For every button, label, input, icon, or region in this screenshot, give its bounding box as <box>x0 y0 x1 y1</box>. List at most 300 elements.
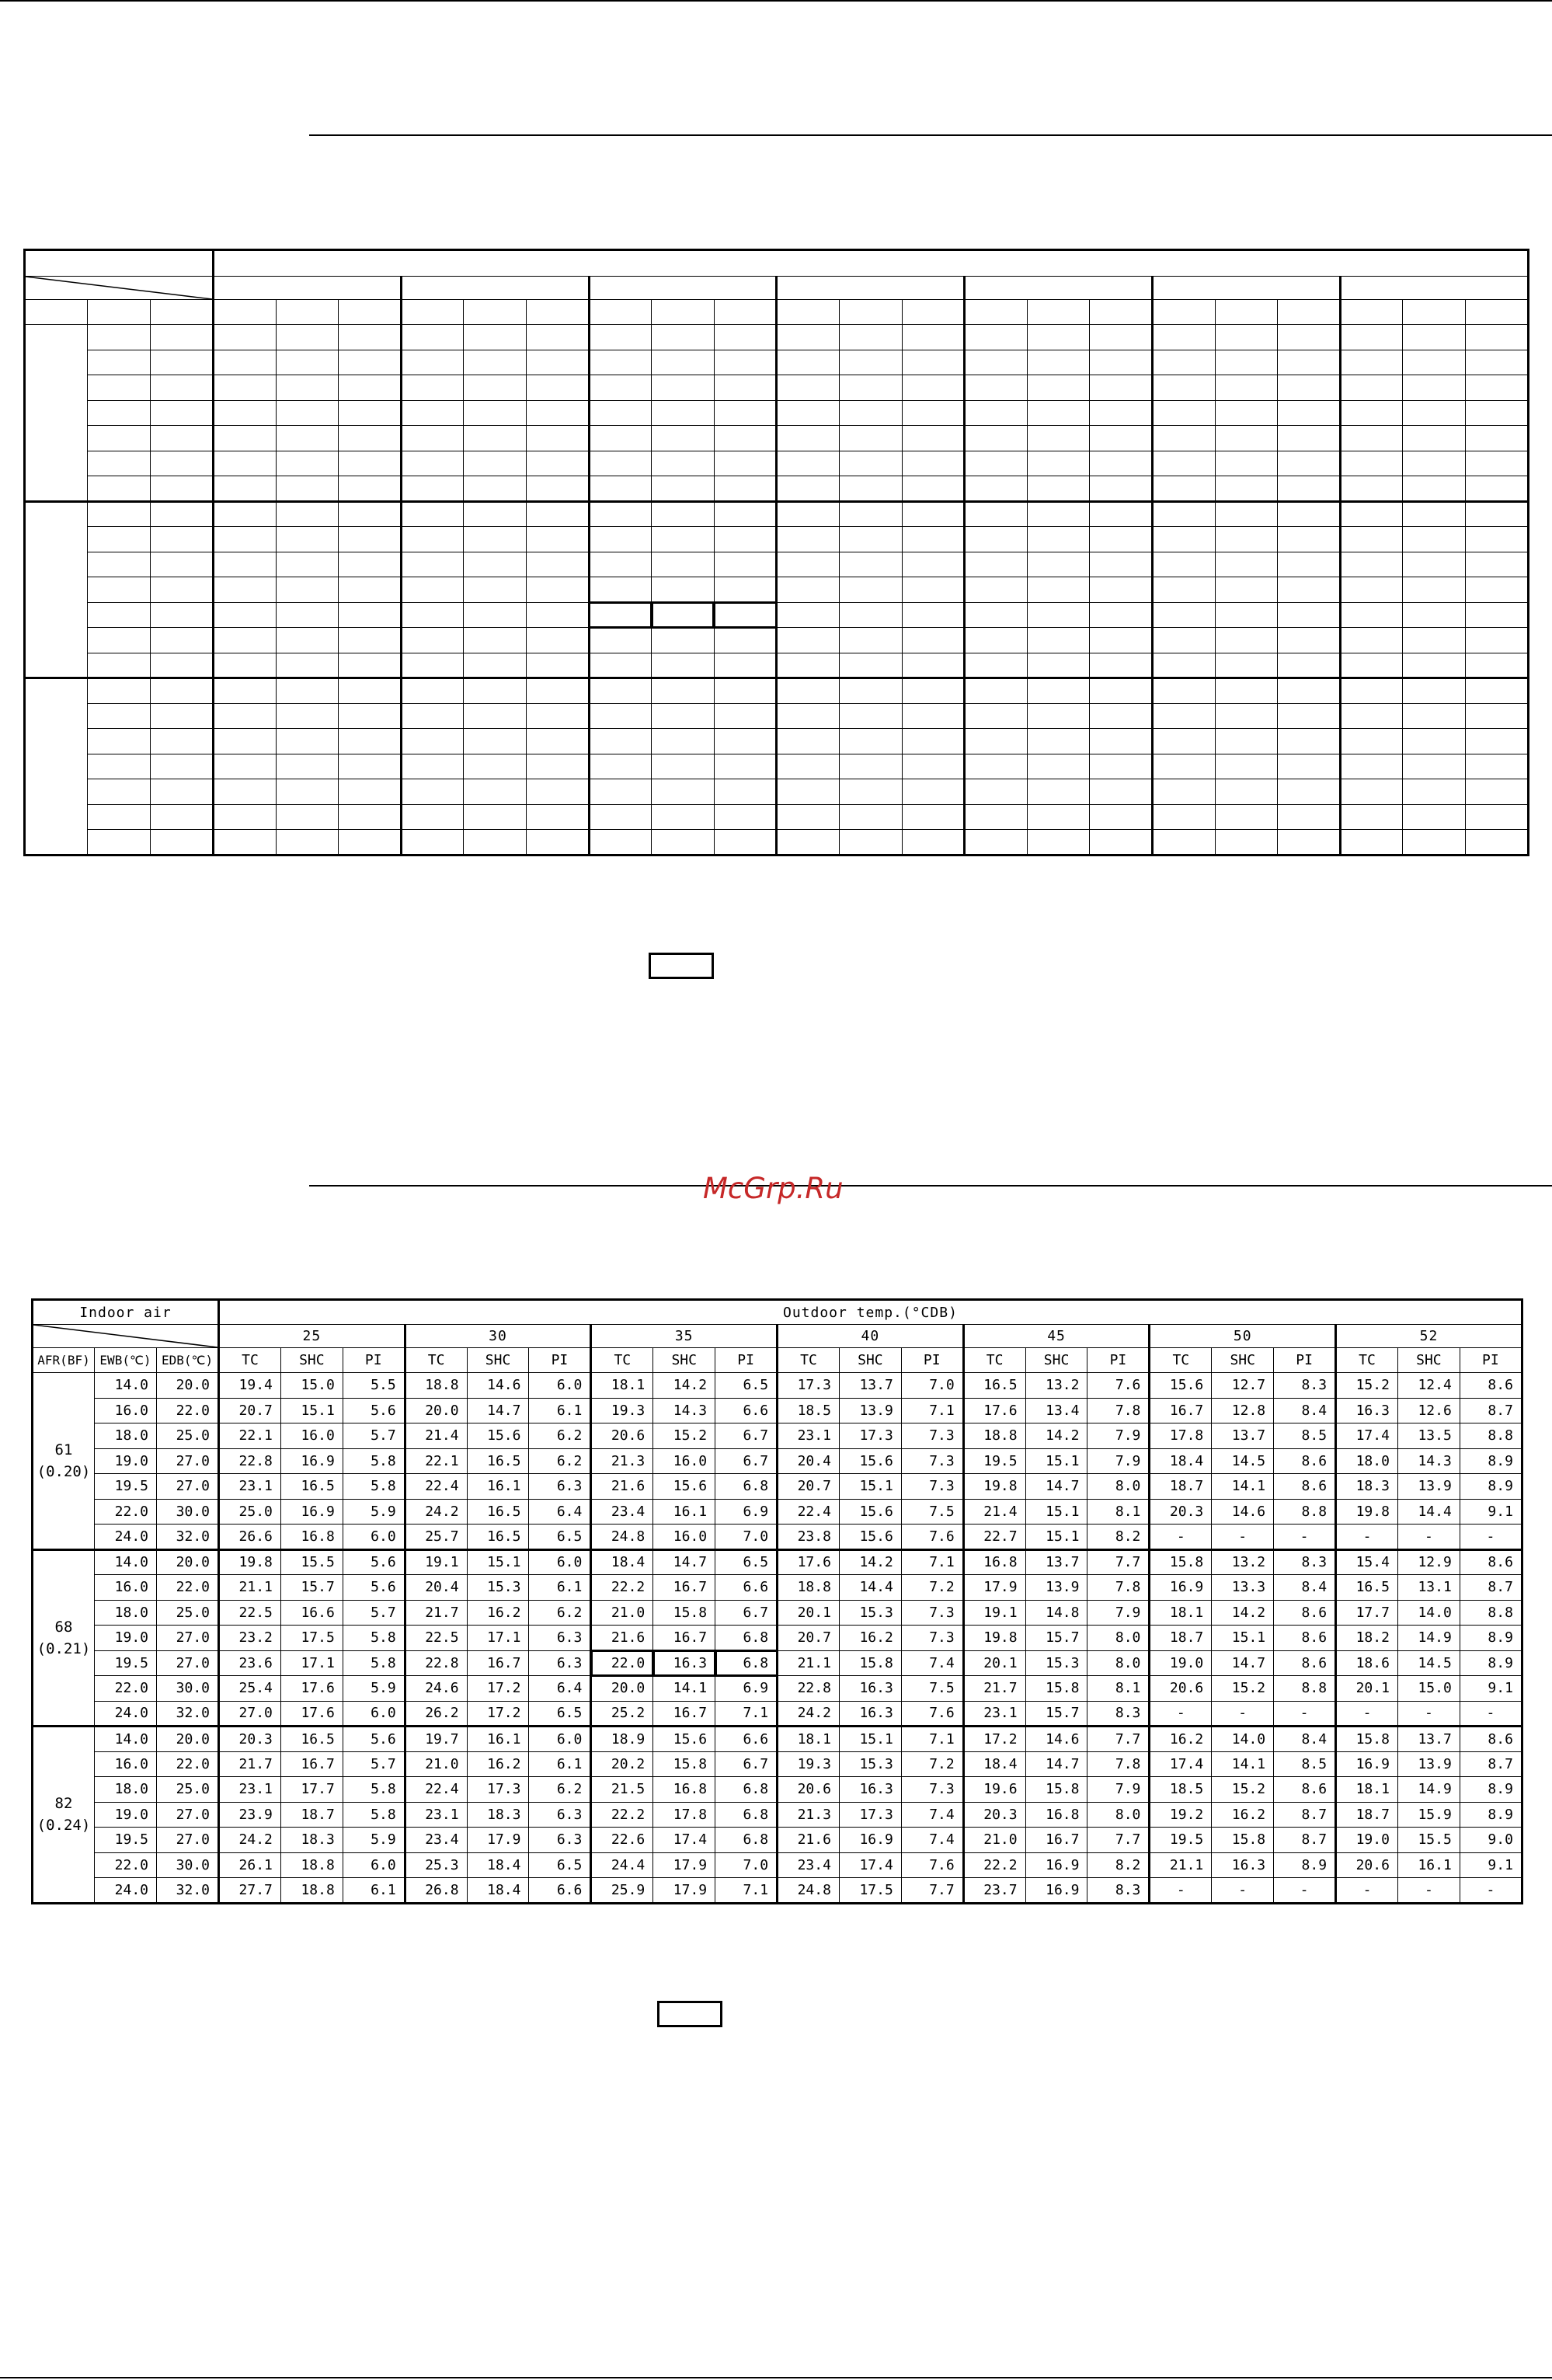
sub-header-tc: TC <box>219 1348 281 1373</box>
tc-cell: 18.1 <box>778 1727 840 1752</box>
blank-cell <box>1340 729 1403 754</box>
shc-cell: 12.7 <box>1212 1373 1274 1399</box>
blank-cell <box>1027 779 1090 805</box>
blank-cell <box>965 602 1028 628</box>
blank-cell <box>1215 400 1278 426</box>
blank-cell <box>902 703 965 729</box>
blank-cell <box>1090 678 1153 704</box>
blank-cell <box>777 527 840 552</box>
temp-header-40: 40 <box>778 1325 964 1348</box>
blank-cell <box>1215 577 1278 603</box>
blank-cell <box>652 678 715 704</box>
shc-cell: 15.8 <box>1025 1777 1087 1803</box>
blank-cell <box>1027 804 1090 830</box>
tc-cell: 21.6 <box>778 1828 840 1853</box>
blank-cell <box>839 426 902 451</box>
pi-cell: 8.0 <box>1087 1474 1150 1500</box>
pi-cell: 6.6 <box>529 1878 591 1904</box>
edb-cell: 22.0 <box>157 1398 219 1423</box>
pi-cell: 7.9 <box>1087 1448 1150 1474</box>
shc-cell: - <box>1212 1525 1274 1550</box>
edb-header: EDB(℃) <box>157 1348 219 1373</box>
blank-cell <box>88 804 151 830</box>
blank-cell <box>1215 678 1278 704</box>
blank-cell <box>276 830 339 855</box>
blank-cell <box>839 527 902 552</box>
blank-cell <box>1152 678 1215 704</box>
blank-cell <box>526 476 589 502</box>
blank-cell <box>88 830 151 855</box>
ewb-cell: 16.0 <box>95 1398 157 1423</box>
shc-cell: 15.6 <box>653 1727 715 1752</box>
blank-cell <box>88 577 151 603</box>
blank-cell <box>526 451 589 476</box>
blank-cell <box>1027 830 1090 855</box>
blank-cell <box>1403 527 1466 552</box>
blank-cell <box>965 527 1028 552</box>
pi-cell: 8.9 <box>1460 1474 1522 1500</box>
blank-cell <box>1090 451 1153 476</box>
blank-cell <box>88 400 151 426</box>
note-box-2 <box>657 2001 722 2027</box>
tc-cell: 20.7 <box>219 1398 281 1423</box>
blank-cell <box>839 628 902 653</box>
table-row <box>33 1499 1522 1525</box>
shc-cell: 14.6 <box>467 1373 529 1399</box>
blank-cell <box>1403 476 1466 502</box>
blank-cell <box>401 830 464 855</box>
shc-cell: 12.9 <box>1397 1549 1460 1575</box>
tc-cell: 24.2 <box>778 1701 840 1727</box>
blank-cell <box>1340 830 1403 855</box>
blank-sub-cell <box>589 300 652 325</box>
blank-cell <box>1278 426 1341 451</box>
blank-cell <box>1403 779 1466 805</box>
shc-cell: 14.5 <box>1397 1650 1460 1676</box>
blank-cell <box>1090 375 1153 401</box>
sub-header-pi: PI <box>1460 1348 1522 1373</box>
tc-cell: 20.7 <box>778 1474 840 1500</box>
tc-cell: 22.5 <box>219 1600 281 1626</box>
shc-cell: 16.2 <box>1212 1802 1274 1828</box>
shc-cell: 15.1 <box>1025 1525 1087 1550</box>
blank-cell <box>151 602 214 628</box>
blank-table-row <box>25 754 1529 779</box>
pi-cell: 8.3 <box>1087 1701 1150 1727</box>
table-row <box>33 1828 1522 1853</box>
blank-cell <box>1215 628 1278 653</box>
blank-cell <box>1215 804 1278 830</box>
shc-cell: 16.9 <box>280 1499 343 1525</box>
blank-cell <box>589 754 652 779</box>
temp-header-50: 50 <box>1150 1325 1336 1348</box>
tc-cell: 18.7 <box>1150 1626 1212 1651</box>
tc-cell: 20.2 <box>591 1751 653 1777</box>
pi-cell: 8.6 <box>1274 1777 1336 1803</box>
ewb-cell: 14.0 <box>95 1727 157 1752</box>
blank-cell <box>965 476 1028 502</box>
blank-cell <box>1278 325 1341 350</box>
blank-temp-cell <box>214 277 402 300</box>
tc-cell: 24.2 <box>405 1499 467 1525</box>
blank-cell <box>214 678 277 704</box>
tc-cell: 23.4 <box>405 1828 467 1853</box>
shc-cell: 16.9 <box>839 1828 901 1853</box>
pi-cell: 6.0 <box>343 1701 405 1727</box>
blank-cell <box>777 577 840 603</box>
blank-cell <box>464 628 527 653</box>
shc-cell: 16.2 <box>467 1600 529 1626</box>
blank-cell <box>839 350 902 375</box>
tc-cell: 17.8 <box>1150 1423 1212 1449</box>
blank-sub-cell <box>1215 300 1278 325</box>
afr-value: 82 <box>54 1795 73 1813</box>
blank-cell <box>401 602 464 628</box>
blank-cell <box>464 729 527 754</box>
blank-table-row <box>25 527 1529 552</box>
table-row <box>33 1878 1522 1904</box>
tc-cell: - <box>1150 1525 1212 1550</box>
blank-table-row <box>25 678 1529 704</box>
shc-cell: 12.8 <box>1212 1398 1274 1423</box>
blank-cell <box>1278 653 1341 678</box>
blank-cell <box>214 325 277 350</box>
blank-cell <box>965 628 1028 653</box>
pi-cell: 7.1 <box>901 1727 963 1752</box>
blank-cell <box>1215 375 1278 401</box>
shc-cell: 14.1 <box>1212 1751 1274 1777</box>
shc-cell: 14.8 <box>1025 1600 1087 1626</box>
pi-cell: 7.6 <box>901 1525 963 1550</box>
tc-cell: 21.1 <box>778 1650 840 1676</box>
blank-cell <box>276 375 339 401</box>
shc-cell: 16.8 <box>653 1777 715 1803</box>
blank-cell <box>902 754 965 779</box>
tc-cell: 25.0 <box>219 1499 281 1525</box>
shc-cell: 12.6 <box>1397 1398 1460 1423</box>
tc-cell: 22.1 <box>405 1448 467 1474</box>
blank-cell <box>714 678 777 704</box>
pi-cell: 5.7 <box>343 1751 405 1777</box>
tc-cell: 22.4 <box>405 1777 467 1803</box>
blank-cell <box>1465 628 1528 653</box>
blank-cell <box>1090 400 1153 426</box>
blank-cell <box>339 451 402 476</box>
shc-cell: 18.4 <box>467 1852 529 1878</box>
blank-cell <box>526 325 589 350</box>
blank-cell <box>714 501 777 527</box>
pi-cell: 5.8 <box>343 1777 405 1803</box>
shc-cell: 17.9 <box>653 1878 715 1904</box>
blank-cell <box>401 451 464 476</box>
blank-cell <box>1465 400 1528 426</box>
pi-cell: 8.2 <box>1087 1852 1150 1878</box>
ewb-cell: 19.0 <box>95 1626 157 1651</box>
shc-cell: 16.3 <box>839 1701 901 1727</box>
pi-cell: 7.8 <box>1087 1751 1150 1777</box>
blank-cell <box>1090 754 1153 779</box>
pi-cell: 8.9 <box>1460 1650 1522 1676</box>
tc-cell: 20.6 <box>591 1423 653 1449</box>
indoor-air-header: Indoor air <box>33 1300 219 1325</box>
tc-cell: 17.6 <box>963 1398 1025 1423</box>
blank-cell <box>965 678 1028 704</box>
shc-cell: 17.7 <box>280 1777 343 1803</box>
blank-cell <box>777 501 840 527</box>
blank-cell <box>1465 451 1528 476</box>
blank-cell <box>464 400 527 426</box>
shc-cell: 18.8 <box>280 1852 343 1878</box>
blank-temp-cell <box>589 277 777 300</box>
blank-cell <box>1152 804 1215 830</box>
shc-cell: 16.3 <box>839 1676 901 1702</box>
shc-cell: 13.3 <box>1212 1575 1274 1601</box>
shc-cell: 16.0 <box>653 1525 715 1550</box>
blank-cell <box>652 653 715 678</box>
blank-cell <box>339 653 402 678</box>
pi-cell: 6.6 <box>715 1575 778 1601</box>
tc-cell: 17.6 <box>778 1549 840 1575</box>
blank-cell <box>1278 678 1341 704</box>
blank-cell <box>965 804 1028 830</box>
tc-cell: 18.8 <box>778 1575 840 1601</box>
tc-cell: 18.4 <box>1150 1448 1212 1474</box>
shc-cell: 15.8 <box>839 1650 901 1676</box>
shc-cell: 13.9 <box>1397 1474 1460 1500</box>
shc-cell: 17.9 <box>467 1828 529 1853</box>
blank-sub-cell <box>1027 300 1090 325</box>
pi-cell: 6.8 <box>715 1474 778 1500</box>
blank-sub-cell <box>1090 300 1153 325</box>
blank-cell <box>1403 754 1466 779</box>
pi-cell: 8.5 <box>1274 1751 1336 1777</box>
pi-cell: 7.2 <box>901 1751 963 1777</box>
blank-cell <box>1340 325 1403 350</box>
blank-cell <box>902 830 965 855</box>
blank-cell <box>214 350 277 375</box>
blank-cell <box>652 527 715 552</box>
blank-cell <box>339 602 402 628</box>
tc-cell: 19.7 <box>405 1727 467 1752</box>
pi-cell: 8.6 <box>1274 1650 1336 1676</box>
pi-cell: 7.4 <box>901 1650 963 1676</box>
pi-cell: 8.7 <box>1460 1751 1522 1777</box>
blank-cell <box>1278 501 1341 527</box>
blank-cell <box>965 552 1028 577</box>
tc-cell: 16.3 <box>1336 1398 1398 1423</box>
blank-cell <box>777 729 840 754</box>
tc-cell: 19.0 <box>1336 1828 1398 1853</box>
blank-cell <box>965 350 1028 375</box>
pi-cell: 8.2 <box>1087 1525 1150 1550</box>
blank-cell <box>902 476 965 502</box>
tc-cell: 22.5 <box>405 1626 467 1651</box>
shc-cell: 15.1 <box>280 1398 343 1423</box>
edb-cell: 30.0 <box>157 1499 219 1525</box>
shc-cell: 15.3 <box>1025 1650 1087 1676</box>
tc-cell: 21.7 <box>219 1751 281 1777</box>
blank-cell <box>214 577 277 603</box>
blank-cell <box>276 804 339 830</box>
blank-cell <box>339 527 402 552</box>
blank-cell <box>464 451 527 476</box>
shc-cell: 14.7 <box>1025 1751 1087 1777</box>
blank-cell <box>276 426 339 451</box>
tc-cell: 18.4 <box>963 1751 1025 1777</box>
pi-cell: 6.3 <box>529 1828 591 1853</box>
pi-cell: 6.7 <box>715 1600 778 1626</box>
blank-cell <box>589 400 652 426</box>
shc-cell: 14.9 <box>1397 1777 1460 1803</box>
table-row <box>33 1650 1522 1676</box>
tc-cell: 27.7 <box>219 1878 281 1904</box>
sub-header-tc: TC <box>1336 1348 1398 1373</box>
blank-cell <box>777 703 840 729</box>
blank-cell <box>1152 527 1215 552</box>
pi-cell: 9.1 <box>1460 1499 1522 1525</box>
pi-cell: 7.8 <box>1087 1398 1150 1423</box>
blank-cell <box>902 577 965 603</box>
blank-cell <box>151 577 214 603</box>
tc-cell: 16.8 <box>963 1549 1025 1575</box>
blank-cell <box>714 653 777 678</box>
temp-header-30: 30 <box>405 1325 591 1348</box>
blank-cell <box>1152 426 1215 451</box>
tc-cell: 19.8 <box>963 1626 1025 1651</box>
blank-cell <box>965 703 1028 729</box>
shc-cell: 14.0 <box>1397 1600 1460 1626</box>
tc-cell: - <box>1336 1701 1398 1727</box>
blank-cell <box>1152 779 1215 805</box>
blank-cell <box>526 602 589 628</box>
blank-cell <box>589 577 652 603</box>
tc-cell: 19.8 <box>963 1474 1025 1500</box>
pi-cell: 7.6 <box>901 1852 963 1878</box>
pi-cell: 6.0 <box>529 1373 591 1399</box>
shc-cell: 14.6 <box>1025 1727 1087 1752</box>
shc-cell: 17.3 <box>839 1802 901 1828</box>
blank-cell <box>1215 350 1278 375</box>
blank-cell <box>214 830 277 855</box>
blank-cell <box>1340 350 1403 375</box>
blank-cell <box>339 754 402 779</box>
tc-cell: 23.6 <box>219 1650 281 1676</box>
pi-cell: 7.5 <box>901 1499 963 1525</box>
afr-value: 61 <box>54 1441 73 1458</box>
blank-cell <box>777 451 840 476</box>
blank-cell <box>589 628 652 653</box>
pi-cell: 5.5 <box>343 1373 405 1399</box>
blank-cell <box>1090 653 1153 678</box>
blank-cell <box>777 653 840 678</box>
shc-cell: 15.5 <box>1397 1828 1460 1853</box>
header-diagonal-cell <box>33 1325 219 1348</box>
blank-sub-cell <box>714 300 777 325</box>
blank-cell <box>714 729 777 754</box>
blank-cell <box>214 754 277 779</box>
blank-cell <box>652 476 715 502</box>
shc-cell: 16.1 <box>467 1727 529 1752</box>
blank-cell <box>652 552 715 577</box>
tc-cell: 20.4 <box>405 1575 467 1601</box>
tc-cell: 16.5 <box>1336 1575 1398 1601</box>
shc-cell: 17.3 <box>467 1777 529 1803</box>
pi-cell: 8.4 <box>1274 1727 1336 1752</box>
shc-cell: 15.8 <box>653 1751 715 1777</box>
tc-cell: 19.1 <box>405 1549 467 1575</box>
shc-cell: 14.5 <box>1212 1448 1274 1474</box>
tc-cell: - <box>1150 1701 1212 1727</box>
shc-cell: 15.2 <box>653 1423 715 1449</box>
cooling-capacity-table <box>31 1298 1523 1904</box>
blank-cell <box>1340 703 1403 729</box>
pi-cell: 7.1 <box>715 1701 778 1727</box>
blank-cell <box>88 451 151 476</box>
pi-cell: 6.7 <box>715 1423 778 1449</box>
blank-cell <box>1090 577 1153 603</box>
blank-cell <box>88 501 151 527</box>
pi-cell: 6.1 <box>529 1751 591 1777</box>
blank-sub-cell <box>902 300 965 325</box>
blank-cell <box>589 501 652 527</box>
blank-cell <box>652 400 715 426</box>
pi-cell: 8.0 <box>1087 1802 1150 1828</box>
sub-header-pi: PI <box>343 1348 405 1373</box>
blank-cell <box>714 703 777 729</box>
blank-cell <box>839 501 902 527</box>
blank-cell <box>1278 527 1341 552</box>
blank-cell <box>777 552 840 577</box>
bf-value: (0.24) <box>37 1817 91 1835</box>
blank-cell <box>902 501 965 527</box>
blank-cell <box>902 729 965 754</box>
blank-cell <box>214 476 277 502</box>
shc-cell: - <box>1397 1701 1460 1727</box>
blank-sub-cell <box>526 300 589 325</box>
blank-cell <box>88 375 151 401</box>
pi-cell: 9.1 <box>1460 1676 1522 1702</box>
pi-cell: 7.1 <box>901 1549 963 1575</box>
blank-cell <box>464 375 527 401</box>
blank-cell <box>652 325 715 350</box>
edb-cell: 27.0 <box>157 1650 219 1676</box>
shc-cell: 15.3 <box>467 1575 529 1601</box>
tc-cell: 22.4 <box>405 1474 467 1500</box>
shc-cell: 14.7 <box>1025 1474 1087 1500</box>
shc-cell: 15.0 <box>280 1373 343 1399</box>
shc-cell: 16.7 <box>280 1751 343 1777</box>
shc-cell: 13.9 <box>839 1398 901 1423</box>
blank-cell <box>464 426 527 451</box>
pi-cell: 5.8 <box>343 1626 405 1651</box>
afr-group-cell <box>33 1727 95 1904</box>
pi-cell: 5.9 <box>343 1499 405 1525</box>
blank-temp-cell <box>401 277 589 300</box>
blank-cell <box>464 703 527 729</box>
blank-cell <box>1090 804 1153 830</box>
blank-cell <box>1465 703 1528 729</box>
tc-cell: 18.4 <box>591 1549 653 1575</box>
blank-cell <box>464 830 527 855</box>
blank-cell <box>1340 602 1403 628</box>
pi-cell: 6.8 <box>715 1650 778 1676</box>
blank-table-row <box>25 400 1529 426</box>
blank-cell <box>526 678 589 704</box>
blank-temp-cell <box>1340 277 1528 300</box>
blank-cell <box>652 602 715 628</box>
ewb-cell: 19.0 <box>95 1802 157 1828</box>
tc-cell: 21.1 <box>1150 1852 1212 1878</box>
